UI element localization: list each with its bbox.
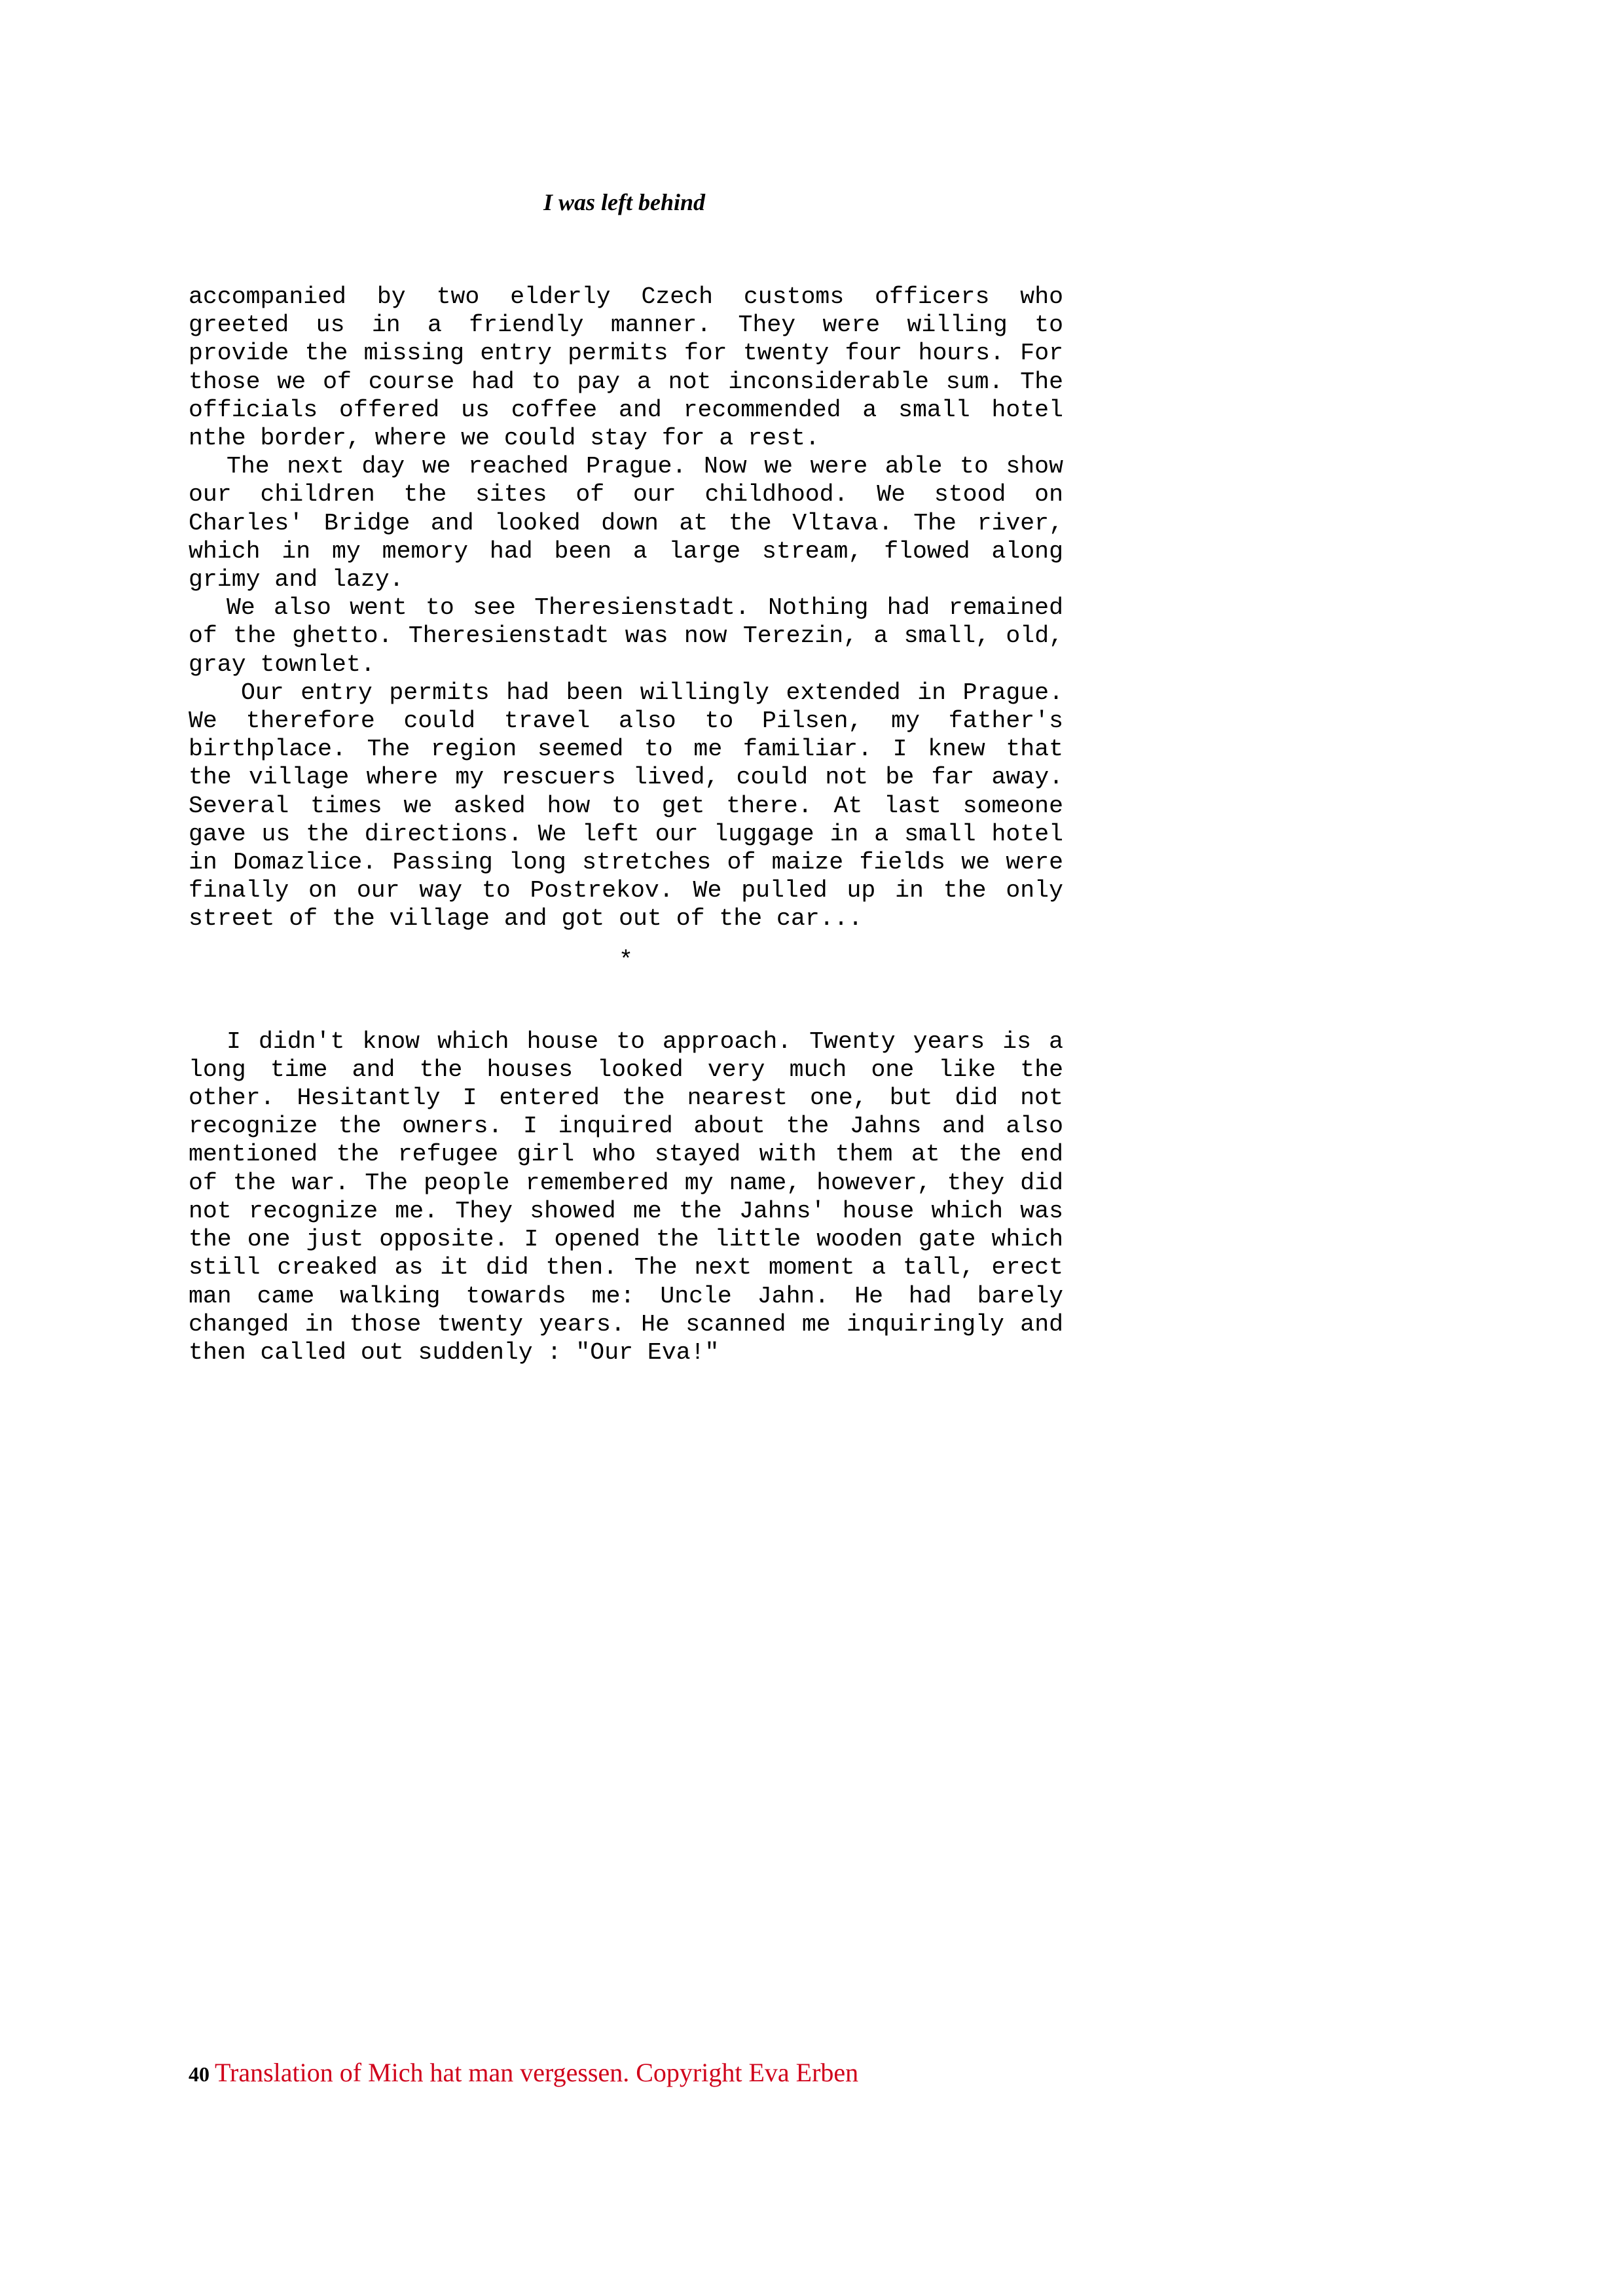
paragraph: We also went to see Theresienstadt. Nothing had remained of the ghetto. Theresienstadt was now Terezin, a small, old, gray townlet. bbox=[189, 594, 1063, 678]
body-text bbox=[189, 283, 1063, 1367]
page-number: 40 bbox=[189, 2062, 215, 2086]
section-separator: * bbox=[619, 946, 633, 974]
footer-copyright-note: Translation of Mich hat man vergessen. Copyright Eva Erben bbox=[215, 2058, 859, 2087]
paragraph: accompanied by two elderly Czech customs officers who greeted us in a friendly manner. They were willing to provide the missing entry permits for twenty four hours. For those we of course had to pay a not inconsiderable sum. The officials offered us coffee and recommended a small hotel nthe border, where we could stay for a rest. bbox=[189, 283, 1063, 452]
paragraph: I didn't know which house to approach. Twenty years is a long time and the houses looked very much one like the other. Hesitantly I entered the nearest one, but did not recognize the owners. I inquired about the Jahns and also mentioned the refugee girl who stayed with them at the end of the war. The people remembered my name, however, they did not recognize me. They showed me the Jahns' house which was the one just opposite. I opened the little wooden gate which still creaked as it did then. The next moment a tall, erect man came walking towards me: Uncle Jahn. He had barely changed in those twenty years. He scanned me inquiringly and then called out suddenly : "Our Eva!" bbox=[189, 1028, 1063, 1366]
paragraph: The next day we reached Prague. Now we were able to show our children the sites of our childhood. We stood on Charles' Bridge and looked down at the Vltava. The river, which in my memory had been a large stream, flowed along grimy and lazy. bbox=[189, 453, 1063, 594]
page-footer bbox=[189, 2057, 858, 2088]
running-header-title: I was left behind bbox=[543, 189, 706, 215]
paragraph: Our entry permits had been willingly extended in Prague. We therefore could travel also to Pilsen, my father's birthplace. The region seemed to me familiar. I knew that the village where my rescuers lived, could not be far away. Several times we asked how to get there. At last someone gave us the directions. We left our luggage in a small hotel in Domazlice. Passing long stretches of maize fields we were finally on our way to Postrekov. We pulled up in the only street of the village and got out of the car... bbox=[189, 679, 1063, 933]
